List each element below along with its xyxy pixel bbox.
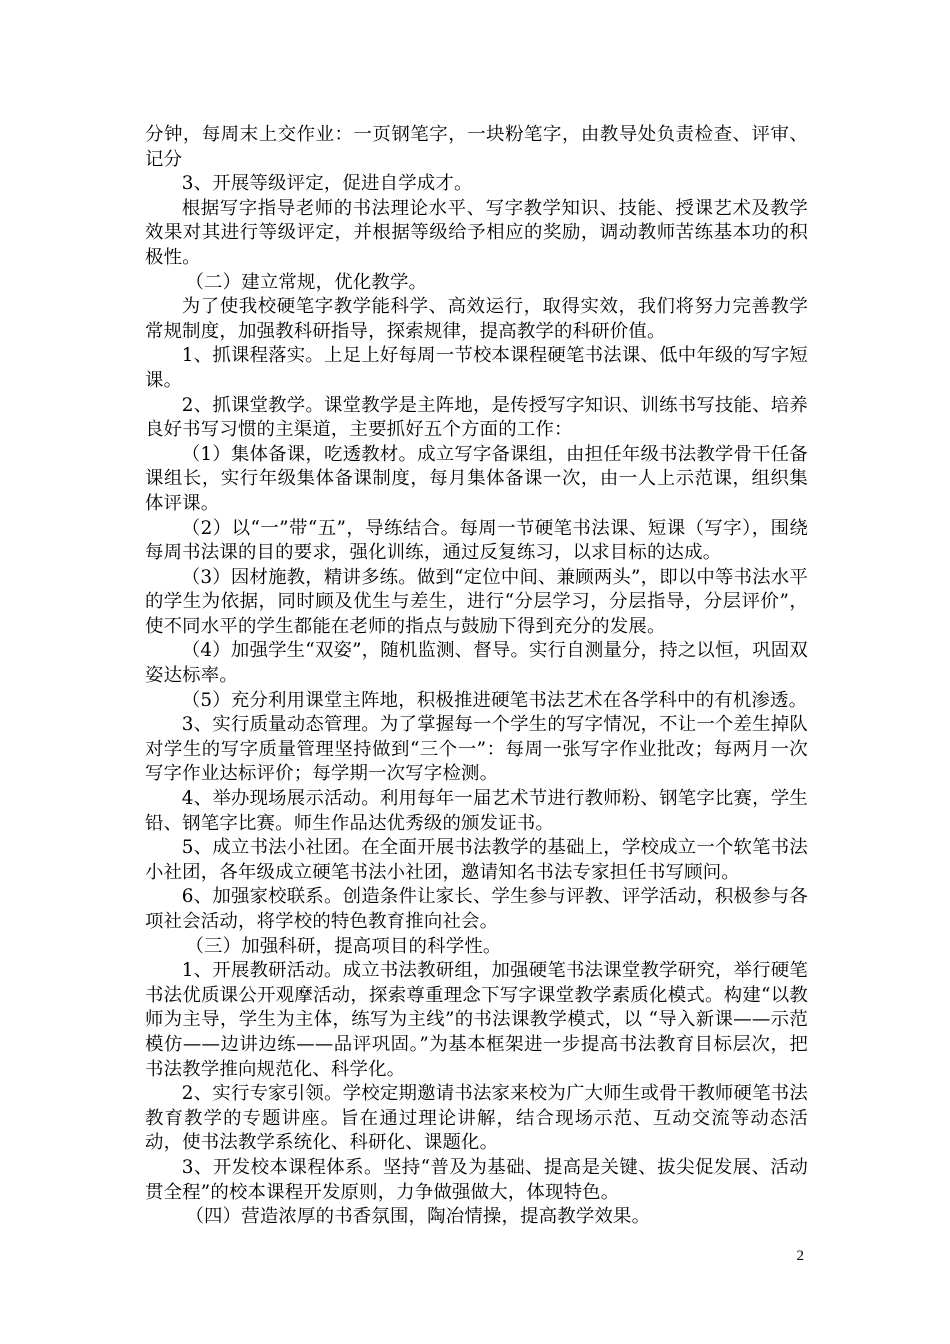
paragraph: 3、实行质量动态管理。为了掌握每一个学生的写字情况，不让一个差生掉队对学生的写字质量管理坚持做到“三个一”：每周一张写字作业批改；每两月一次写字作业达标评价；每学期一次写字检测。: [145, 714, 808, 785]
paragraph: （4）加强学生“双姿”，随机监测、督导。实行自测量分，持之以恒，巩固双姿达标率。: [145, 640, 808, 687]
paragraph: 5、成立书法小社团。在全面开展书法教学的基础上，学校成立一个软笔书法小社团，各年级成立硬笔书法小社团，邀请知名书法专家担任书写顾问。: [145, 837, 808, 883]
paragraph: （2）以“一”带“五”，导练结合。每周一节硬笔书法课、短课（写字），围绕每周书法课的目的要求，强化训练，通过反复练习，以求目标的达成。: [145, 517, 808, 564]
paragraph: 为了使我校硬笔字教学能科学、高效运行，取得实效，我们将努力完善教学常规制度，加强教科研指导，探索规律，提高教学的科研价值。: [145, 296, 808, 342]
paragraph: （三）加强科研，提高项目的科学性。: [185, 935, 502, 957]
paragraph: （四）营造浓厚的书香氛围，陶冶情操，提高教学效果。: [185, 1206, 651, 1228]
paragraph: 1、开展教研活动。成立书法教研组，加强硬笔书法课堂教学研究，举行硬笔书法优质课公开观摩活动，探索尊重理念下写字课堂教学素质化模式。构建“以教师为主导，学生为主体，练写为主线”的书法课教学模式，以 “导入新课——示范模仿——边讲边练——品评巩固。”为基本框架进一步提高书法教育目标层次，把书法教学推向规范化、科学化。: [145, 960, 808, 1080]
page-number: 2: [796, 1248, 804, 1264]
paragraph: 2、实行专家引领。学校定期邀请书法家来校为广大师生或骨干教师硬笔书法教育教学的专题讲座。旨在通过理论讲解，结合现场示范、互动交流等动态活动，使书法教学系统化、科研化、课题化。: [145, 1083, 808, 1154]
paragraph: （1）集体备课，吃透教材。成立写字备课组，由担任年级书法教学骨干任备课组长，实行年级集体备课制度，每月集体备课一次，由一人上示范课，组织集体评课。: [145, 443, 808, 514]
paragraph: 根据写字指导老师的书法理论水平、写字教学知识、技能、授课艺术及教学效果对其进行等级评定，并根据等级给予相应的奖励，调动教师苦练基本功的积极性。: [145, 197, 808, 268]
document-body: [145, 123, 808, 1230]
paragraph: 3、开展等级评定，促进自学成才。: [181, 173, 473, 195]
paragraph: 1、抓课程落实。上足上好每周一节校本课程硬笔书法课、低中年级的写字短课。: [145, 345, 808, 391]
paragraph: （二）建立常规，优化教学。: [185, 271, 428, 293]
paragraph: 6、加强家校联系。创造条件让家长、学生参与评教、评学活动，积极参与各项社会活动，将学校的特色教育推向社会。: [145, 886, 808, 932]
paragraph: 3、开发校本课程体系。坚持“普及为基础、提高是关键、拔尖促发展、活动贯全程”的校本课程开发原则，力争做强做大，体现特色。: [145, 1156, 808, 1203]
paragraph: （5）充分利用课堂主阵地，积极推进硬笔书法艺术在各学科中的有机渗透。: [181, 689, 808, 711]
paragraph: 2、抓课堂教学。课堂教学是主阵地，是传授写字知识、训练书写技能、培养良好书写习惯的主渠道，主要抓好五个方面的工作：: [145, 394, 808, 441]
paragraph: 4、举办现场展示活动。利用每年一届艺术节进行教师粉、钢笔字比赛，学生铅、钢笔字比赛。师生作品达优秀级的颁发证书。: [145, 788, 808, 834]
paragraph: （3）因材施教，精讲多练。做到“定位中间、兼顾两头”，即以中等书法水平的学生为依据，同时顾及优生与差生，进行“分层学习，分层指导，分层评价”，使不同水平的学生都能在老师的指点与鼓励下得到充分的发展。: [145, 566, 808, 637]
paragraph: 分钟，每周末上交作业：一页钢笔字，一块粉笔字，由教导处负责检查、评审、记分: [145, 124, 808, 170]
